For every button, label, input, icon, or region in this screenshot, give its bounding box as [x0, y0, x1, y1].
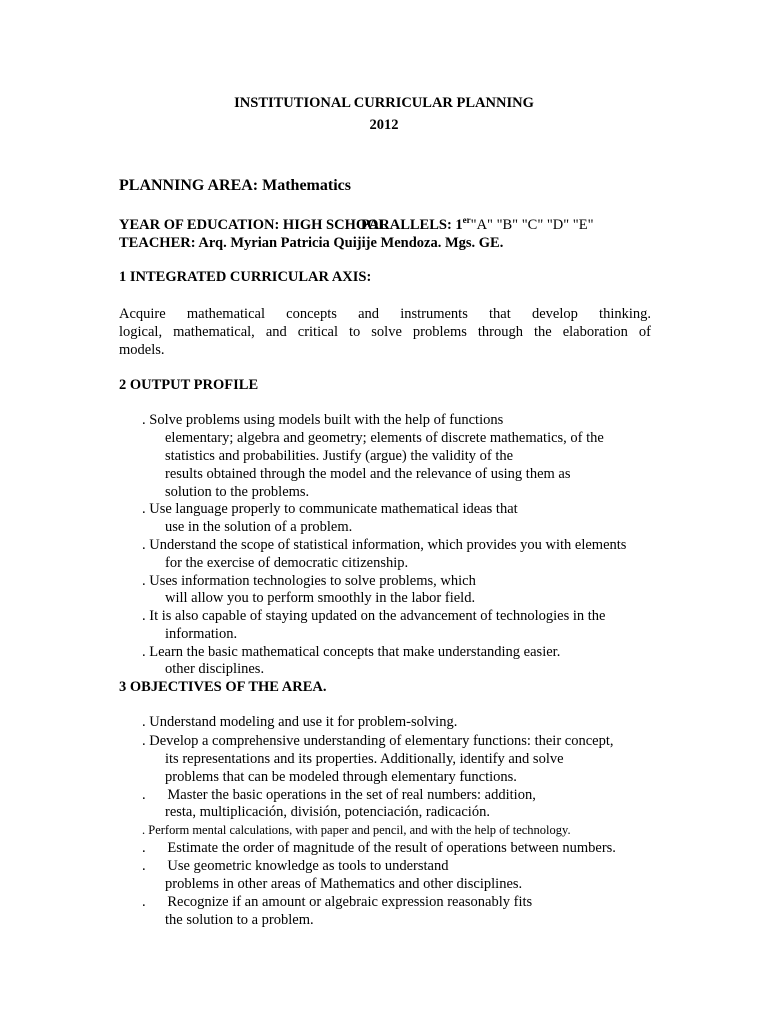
output-profile-line: . Use language properly to communicate mathematical ideas that	[142, 501, 518, 517]
output-profile-line: other disciplines.	[165, 661, 265, 677]
output-profile-line: elementary; algebra and geometry; elements of discrete mathematics, of the	[165, 430, 604, 446]
objective-line: . Recognize if an amount or algebraic expression reasonably fits	[142, 894, 533, 910]
output-profile-line: use in the solution of a problem.	[165, 519, 353, 535]
objective-line: . Understand modeling and use it for problem-solving.	[142, 714, 458, 730]
objectives-heading: 3 OBJECTIVES OF THE AREA.	[119, 679, 327, 695]
objective-line: problems that can be modeled through elementary functions.	[165, 769, 517, 785]
axis-line-2: logical, mathematical, and critical to solve problems through the elaboration of	[119, 324, 651, 340]
output-profile-line: . Understand the scope of statistical information, which provides you with elements	[142, 537, 627, 553]
year-of-education: YEAR OF EDUCATION: HIGH SCHOOL	[119, 217, 389, 233]
output-profile-line: will allow you to perform smoothly in the labor field.	[165, 590, 476, 606]
parallels-prefix: PARALLELS: 1	[361, 217, 463, 233]
axis-line-3: models.	[119, 342, 165, 358]
teacher: TEACHER: Arq. Myrian Patricia Quijije Mendoza. Mgs. GE.	[119, 235, 504, 251]
output-profile-line: results obtained through the model and the relevance of using them as	[165, 466, 571, 482]
output-profile-line: . It is also capable of staying updated on the advancement of technologies in the	[142, 608, 606, 624]
output-profile-line: information.	[165, 626, 238, 642]
output-profile-line: . Learn the basic mathematical concepts that make understanding easier.	[142, 644, 561, 660]
axis-heading: 1 INTEGRATED CURRICULAR AXIS:	[119, 269, 372, 285]
document-title: INSTITUTIONAL CURRICULAR PLANNING	[234, 95, 534, 111]
axis-line-1: Acquire mathematical concepts and instruments that develop thinking.	[119, 306, 651, 322]
output-profile-line: . Solve problems using models built with the help of functions	[142, 412, 504, 428]
objective-line: problems in other areas of Mathematics and other disciplines.	[165, 876, 523, 892]
objective-line: . Use geometric knowledge as tools to understand	[142, 858, 449, 874]
objective-line: . Estimate the order of magnitude of the result of operations between numbers.	[142, 840, 616, 856]
objective-line: . Perform mental calculations, with paper and pencil, and with the help of technology.	[142, 823, 571, 837]
document-year: 2012	[369, 117, 399, 133]
objective-line: resta, multiplicación, división, potenciación, radicación.	[165, 804, 490, 820]
planning-area: PLANNING AREA: Mathematics	[119, 177, 351, 194]
output-profile-heading: 2 OUTPUT PROFILE	[119, 377, 259, 393]
parallels	[361, 216, 594, 234]
objective-line: its representations and its properties. Additionally, identify and solve	[165, 751, 564, 767]
output-profile-line: . Uses information technologies to solve problems, which	[142, 573, 476, 589]
parallels-superscript: er	[462, 215, 471, 226]
objective-line: . Develop a comprehensive understanding of elementary functions: their concept,	[142, 733, 614, 749]
output-profile-line: for the exercise of democratic citizenship.	[165, 555, 409, 571]
output-profile-line: statistics and probabilities. Justify (argue) the validity of the	[165, 448, 514, 464]
output-profile-line: solution to the problems.	[165, 484, 310, 500]
objective-line: the solution to a problem.	[165, 912, 314, 928]
objective-line: . Master the basic operations in the set of real numbers: addition,	[142, 787, 536, 803]
parallels-list: "A" "B" "C" "D" "E"	[470, 217, 594, 233]
